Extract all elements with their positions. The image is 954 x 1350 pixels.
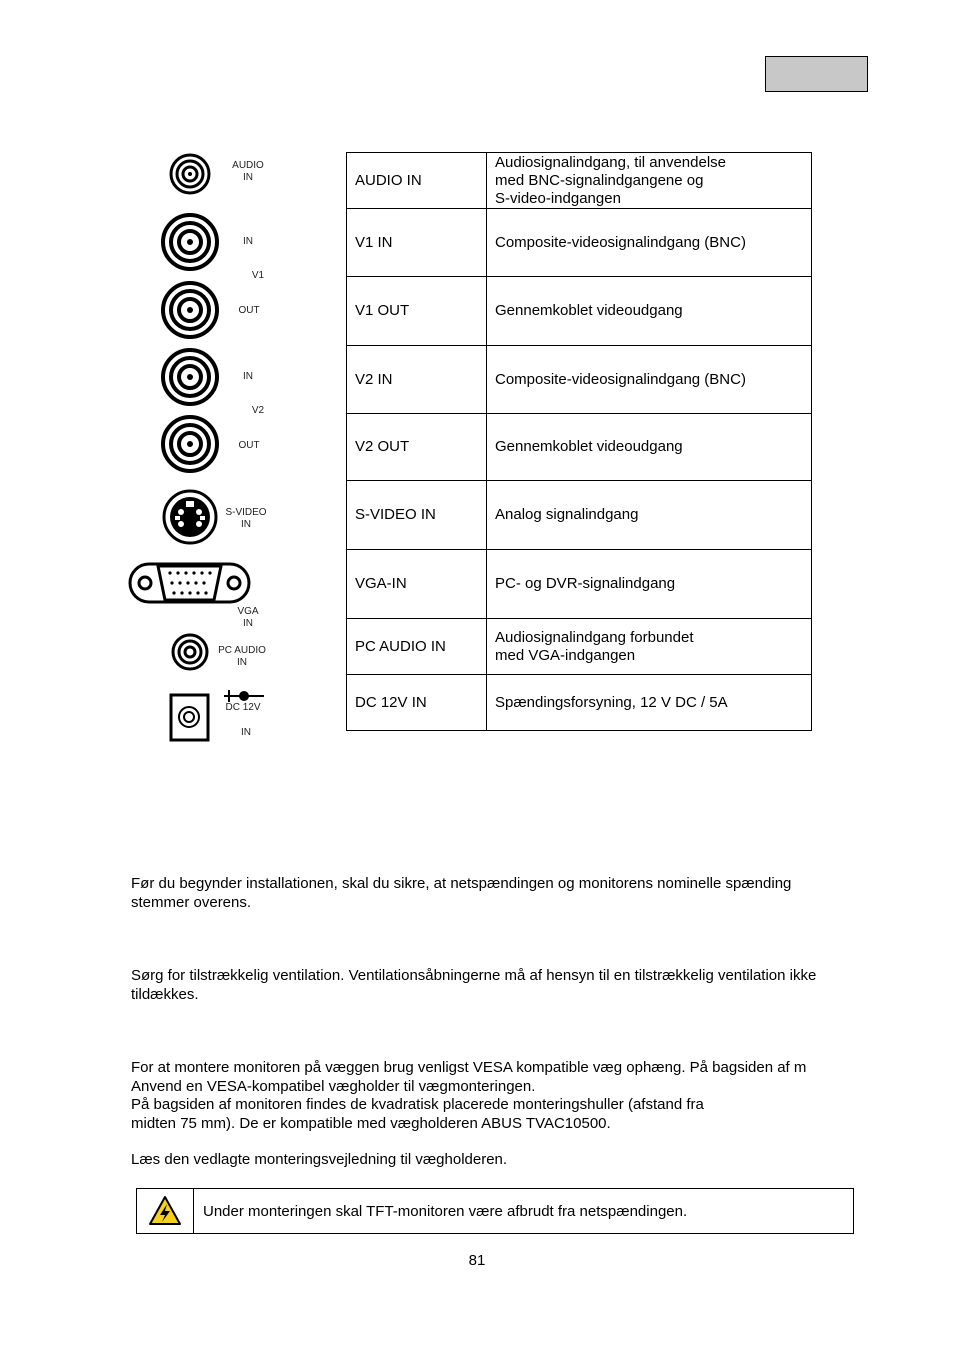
table-row bbox=[347, 675, 812, 731]
pc-audio-label: PC AUDIO IN bbox=[218, 645, 266, 668]
v2-in-label: IN bbox=[243, 371, 253, 382]
dc-label: DC 12V bbox=[225, 702, 261, 713]
port-name: AUDIO IN bbox=[347, 153, 487, 209]
warning-box bbox=[136, 1188, 854, 1234]
connector-icons bbox=[0, 140, 330, 760]
paragraph-instructions: Læs den vedlagte monteringsvejledning til vægholderen. bbox=[131, 1151, 508, 1168]
port-name: PC AUDIO IN bbox=[347, 619, 487, 675]
v2-out-label: OUT bbox=[238, 440, 260, 451]
table-row bbox=[347, 414, 812, 481]
table-row bbox=[347, 619, 812, 675]
v1-in-label: IN bbox=[243, 236, 253, 247]
vga-connector-icon bbox=[130, 564, 249, 602]
language-tab-box bbox=[765, 56, 868, 92]
port-desc: Spændingsforsyning, 12 V DC / 5A bbox=[487, 675, 812, 731]
v1-out-label: OUT bbox=[238, 305, 260, 316]
port-name: S-VIDEO IN bbox=[347, 481, 487, 550]
audio-in-connector-icon bbox=[171, 155, 209, 193]
table-row bbox=[347, 277, 812, 346]
dc-in-label: IN bbox=[241, 727, 251, 738]
port-desc: PC- og DVR-signalindgang bbox=[487, 550, 812, 619]
port-name: VGA-IN bbox=[347, 550, 487, 619]
connector-drawings bbox=[0, 140, 330, 760]
port-name: V2 OUT bbox=[347, 414, 487, 481]
table-row bbox=[347, 550, 812, 619]
table-row bbox=[347, 153, 812, 209]
v1-in-bnc-icon bbox=[163, 215, 217, 269]
port-name: DC 12V IN bbox=[347, 675, 487, 731]
page-number: 81 bbox=[468, 1252, 486, 1269]
port-desc: Audiosignalindgang forbundet med VGA-indgangen bbox=[487, 619, 812, 675]
v2-in-bnc-icon bbox=[163, 350, 217, 404]
paragraph-voltage: Før du begynder installationen, skal du sikre, at netspændingen og monitorens nominelle spænding stemmer overens. bbox=[131, 875, 792, 911]
v2-out-bnc-icon bbox=[163, 417, 217, 471]
port-desc: Audiosignalindgang, til anvendelse med BNC-signalindgangene og S-video-indgangen bbox=[487, 153, 812, 209]
table-row bbox=[347, 209, 812, 277]
audio-in-label: AUDIO IN bbox=[232, 160, 264, 183]
port-table bbox=[346, 152, 812, 731]
port-name: V1 IN bbox=[347, 209, 487, 277]
warning-text: Under monteringen skal TFT-monitoren være afbrudt fra netspændingen. bbox=[203, 1202, 688, 1220]
pc-audio-connector-icon bbox=[173, 635, 207, 669]
paragraph-wall-mount: For at montere monitoren på væggen brug venligst VESA kompatible væg ophæng. På bagsiden af m Anvend en VESA-kompatibel vægholder til vægmonteringen. På bagsiden af monitoren findes de kvadratisk placerede monteringshuller (afstand fra midten 75 mm). De er kompatible med vægholderen ABUS TVAC10500. bbox=[131, 1059, 807, 1132]
v1-out-bnc-icon bbox=[163, 283, 217, 337]
v1-label: V1 bbox=[251, 270, 265, 281]
paragraph-ventilation: Sørg for tilstrækkelig ventilation. Ventilationsåbningerne må af hensyn til en tilstrækkelig ventilation ikke tildækkes. bbox=[131, 967, 817, 1003]
high-voltage-icon bbox=[137, 1189, 194, 1233]
port-desc: Composite-videosignalindgang (BNC) bbox=[487, 346, 812, 414]
port-desc: Composite-videosignalindgang (BNC) bbox=[487, 209, 812, 277]
svideo-label: S-VIDEO IN bbox=[225, 507, 267, 530]
table-row bbox=[347, 346, 812, 414]
port-desc: Analog signalindgang bbox=[487, 481, 812, 550]
port-name: V2 IN bbox=[347, 346, 487, 414]
port-desc: Gennemkoblet videoudgang bbox=[487, 277, 812, 346]
svideo-connector-icon bbox=[164, 491, 216, 543]
port-name: V1 OUT bbox=[347, 277, 487, 346]
port-desc: Gennemkoblet videoudgang bbox=[487, 414, 812, 481]
vga-label: VGA IN bbox=[237, 606, 259, 629]
v2-label: V2 bbox=[251, 405, 265, 416]
table-row bbox=[347, 481, 812, 550]
